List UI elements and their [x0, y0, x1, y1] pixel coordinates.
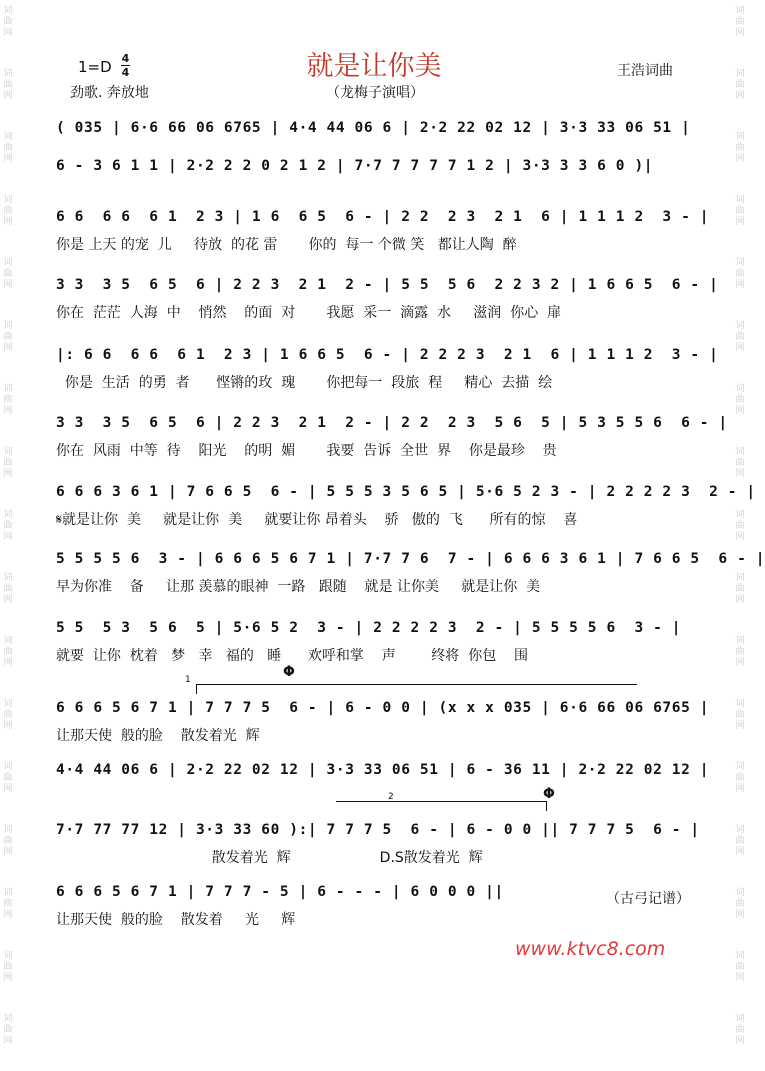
watermark-text: 词曲网	[3, 573, 13, 605]
watermark-text: 词曲网	[735, 321, 745, 353]
watermark-text: 词曲网	[735, 447, 745, 479]
lyric-line: 你在 风雨 中等 待 阳光 的明 媚 我要 告诉 全世 界 你是最珍 贵	[56, 443, 557, 459]
watermark-text: 词曲网	[735, 699, 745, 731]
notation-line: 7·7 77 77 12 | 3·3 33 60 ):| 7 7 7 5 6 - | 6 - 0 0 || 7 7 7 5 6 - |	[56, 822, 700, 838]
watermark-text: 词曲网	[3, 951, 13, 983]
watermark-text: 词曲网	[735, 258, 745, 290]
watermark-text: 词曲网	[735, 888, 745, 920]
coda-sign-1: Φ	[283, 664, 295, 680]
watermark-text: 词曲网	[3, 825, 13, 857]
watermark-text: 词曲网	[3, 888, 13, 920]
watermark-text: 词曲网	[3, 636, 13, 668]
volta-bracket-1	[185, 675, 637, 694]
notation-line: 6 6 6 5 6 7 1 | 7 7 7 - 5 | 6 - - - | 6 0 0 0 ||	[56, 884, 504, 900]
score-row	[56, 620, 692, 664]
watermark-text: 词曲网	[3, 6, 13, 38]
time-bottom: 4	[121, 66, 130, 79]
key-signature: 1=D	[78, 58, 112, 76]
score-row	[56, 158, 692, 188]
watermark-text: 词曲网	[735, 510, 745, 542]
notation-line: 5 5 5 3 5 6 5 | 5·6 5 2 3 - | 2 2 2 2 3 2 - | 5 5 5 5 6 3 - |	[56, 620, 682, 636]
score-row	[56, 347, 719, 391]
volta-number-2: 2	[388, 792, 394, 802]
lyric-line: 就要 让你 枕着 梦 幸 福的 睡 欢呼和掌 声 终将 你包 围	[56, 648, 529, 664]
notation-line: 6 6 6 5 6 7 1 | 7 7 7 5 6 - | 6 - 0 0 | (x x x 035 | 6·6 66 06 6765 |	[56, 700, 710, 716]
lyric-line: 让那天使 般的脸 散发着光 辉	[56, 728, 260, 744]
watermark-text: 词曲网	[3, 510, 13, 542]
singer-credit: （龙梅子演唱）	[326, 85, 424, 101]
watermark-text: 词曲网	[735, 195, 745, 227]
coda-sign-2: Φ	[543, 786, 555, 802]
transcriber-credit: （古弓记谱）	[606, 891, 690, 907]
watermark-text: 词曲网	[735, 951, 745, 983]
watermark-text: 词曲网	[735, 1014, 745, 1046]
notation-line: 6 - 3 6 1 1 | 2·2 2 2 0 2 1 2 | 7·7 7 7 7 7 1 2 | 3·3 3 3 6 0 )|	[56, 158, 654, 174]
score-row	[56, 415, 728, 459]
notation-line: 5 5 5 5 6 3 - | 6 6 6 5 6 7 1 | 7·7 7 6 7 - | 6 6 6 3 6 1 | 7 6 6 5 6 - |	[56, 551, 765, 567]
score-row	[56, 277, 719, 321]
watermark-text: 词曲网	[735, 69, 745, 101]
notation-line: 3 3 3 5 6 5 6 | 2 2 3 2 1 2 - | 5 5 5 6 2 2 3 2 | 1 6 6 5 6 - |	[56, 277, 719, 293]
watermark-left	[0, 0, 16, 1046]
song-title: 就是让你美	[306, 51, 442, 82]
watermark-text: 词曲网	[3, 1014, 13, 1046]
watermark-text: 词曲网	[3, 384, 13, 416]
watermark-text: 词曲网	[3, 195, 13, 227]
lyric-line: 让那天使 般的脸 散发着 光 辉	[56, 912, 296, 928]
watermark-text: 词曲网	[735, 132, 745, 164]
watermark-text: 词曲网	[735, 384, 745, 416]
watermark-text: 词曲网	[735, 6, 745, 38]
watermark-text: 词曲网	[3, 132, 13, 164]
volta-number-1: 1	[185, 675, 191, 685]
lyric-line: 散发着光 辉 D.S散发着光 辉	[56, 850, 483, 866]
watermark-text: 词曲网	[3, 258, 13, 290]
lyric-line: 你在 茫茫 人海 中 悄然 的面 对 我愿 采一 滴露 水 滋润 你心 扉	[56, 305, 562, 321]
time-top: 4	[121, 52, 130, 65]
score-row	[56, 884, 692, 928]
lyric-line: 早为你准 备 让那 羡慕的眼神 一路 跟随 就是 让你美 就是让你 美	[56, 579, 541, 595]
score-row	[56, 762, 710, 792]
watermark-text: 词曲网	[735, 636, 745, 668]
time-signature	[121, 53, 130, 78]
score-row	[56, 120, 692, 150]
notation-line: 6 6 6 6 6 1 2 3 | 1 6 6 5 6 - | 2 2 2 3 2 1 6 | 1 1 1 2 3 - |	[56, 209, 710, 225]
lyric-line: 你是 生活 的勇 者 悭锵的玫 瑰 你把每一 段旅 程 精心 去描 绘	[56, 375, 553, 391]
score-row	[56, 822, 700, 866]
watermark-text: 词曲网	[3, 699, 13, 731]
watermark-text: 词曲网	[3, 762, 13, 794]
watermark-text: 词曲网	[3, 69, 13, 101]
watermark-text: 词曲网	[735, 825, 745, 857]
notation-line: ( 035 | 6·6 66 06 6765 | 4·4 44 06 6 | 2·2 22 02 12 | 3·3 33 06 51 |	[56, 120, 691, 136]
lyric-line: 你是 上天 的宠 儿 待放 的花 雷 你的 每一 个微 笑 都让人陶 醉	[56, 237, 517, 253]
volta-bracket-2	[336, 792, 547, 811]
lyric-line: 𝄋就是让你 美 就是让你 美 就要让你 昂着头 骄 傲的 飞 所有的惊 喜	[56, 512, 578, 528]
notation-line: 4·4 44 06 6 | 2·2 22 02 12 | 3·3 33 06 51 | 6 - 36 11 | 2·2 22 02 12 |	[56, 762, 710, 778]
watermark-text: 词曲网	[735, 762, 745, 794]
performance-style: 劲歌. 奔放地	[70, 85, 149, 101]
watermark-text: 词曲网	[735, 573, 745, 605]
notation-line: 3 3 3 5 6 5 6 | 2 2 3 2 1 2 - | 2 2 2 3 5 6 5 | 5 3 5 5 6 6 - |	[56, 415, 728, 431]
score-row	[56, 209, 710, 253]
notation-line: |: 6 6 6 6 6 1 2 3 | 1 6 6 5 6 - | 2 2 2 3 2 1 6 | 1 1 1 2 3 - |	[56, 347, 719, 363]
website-watermark: www.ktvc8.com	[515, 938, 666, 960]
watermark-text: 词曲网	[3, 447, 13, 479]
watermark-text: 词曲网	[3, 321, 13, 353]
score-row	[56, 700, 710, 744]
author-credit: 王浩词曲	[617, 63, 673, 79]
notation-line: 6 6 6 3 6 1 | 7 6 6 5 6 - | 5 5 5 3 5 6 5 | 5·6 5 2 3 - | 2 2 2 2 3 2 - |	[56, 484, 756, 500]
